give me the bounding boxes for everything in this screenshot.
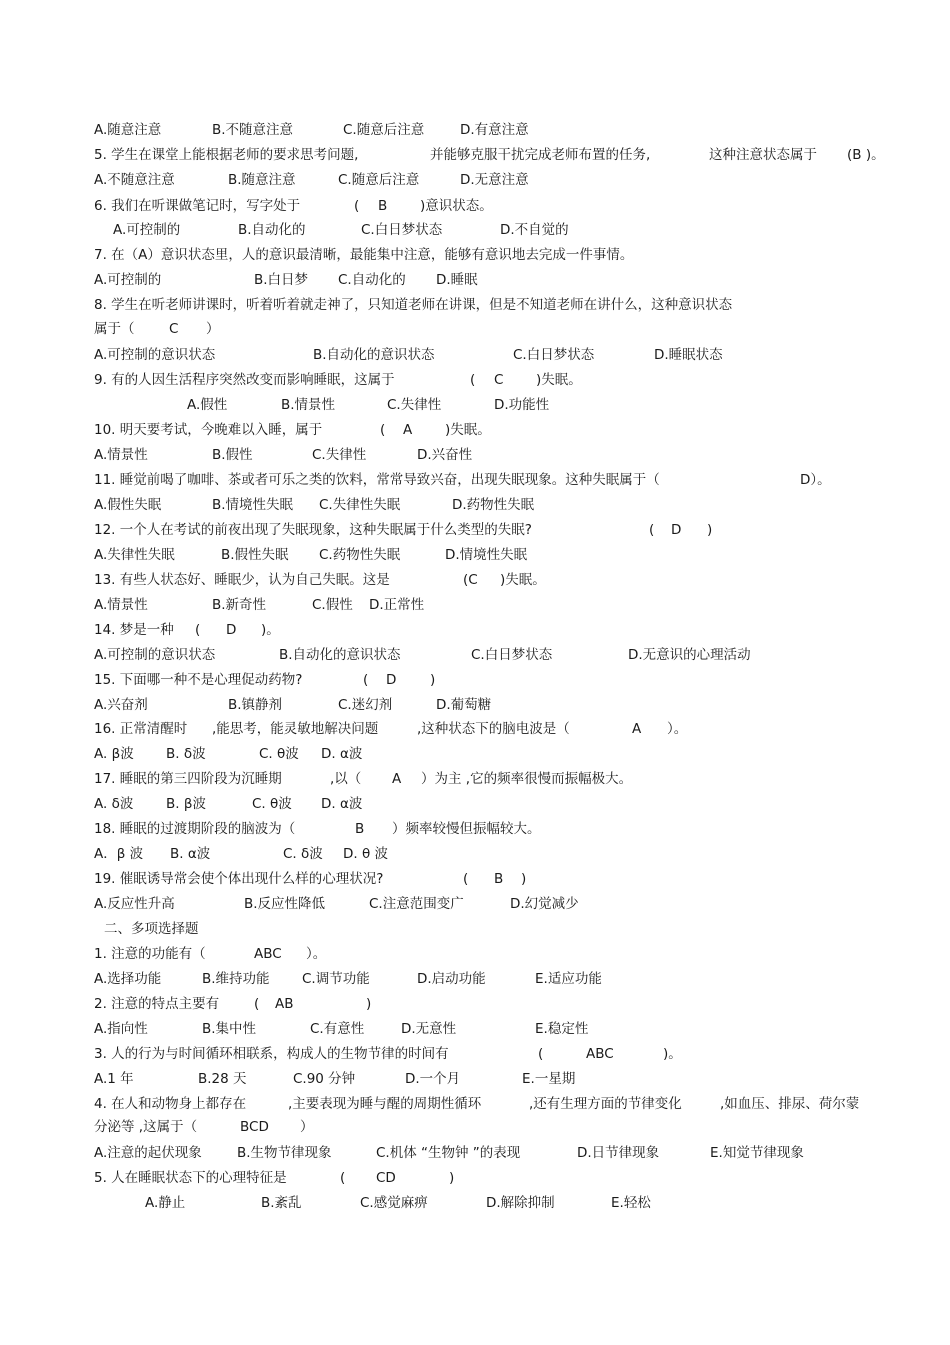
text-line bbox=[0, 993, 950, 1015]
text-segment: B.随意注意 bbox=[228, 172, 296, 188]
text-line bbox=[0, 1116, 950, 1138]
text-segment: D.日节律现象 bbox=[577, 1145, 660, 1161]
text-line bbox=[0, 144, 950, 166]
text-segment: A. β波 bbox=[94, 746, 134, 762]
text-segment: ( bbox=[254, 996, 260, 1012]
text-segment: C.机体 “生物钟 ”的表现 bbox=[376, 1145, 521, 1161]
text-line bbox=[0, 868, 950, 890]
text-segment: A.随意注意 bbox=[94, 122, 162, 138]
text-segment: B.紊乱 bbox=[261, 1195, 302, 1211]
text-line bbox=[0, 494, 950, 516]
text-line bbox=[0, 195, 950, 217]
text-segment: D.情境性失眠 bbox=[445, 547, 528, 563]
text-segment: 4. 在人和动物身上都存在 bbox=[94, 1096, 247, 1112]
text-segment: D.启动功能 bbox=[417, 971, 486, 987]
text-segment: C. θ波 bbox=[252, 796, 292, 812]
text-segment: )失眠。 bbox=[536, 372, 582, 388]
text-segment: D）。 bbox=[800, 472, 831, 488]
text-segment: ,能思考，能灵敏地解决问题 bbox=[212, 721, 379, 737]
text-segment: C.自动化的 bbox=[338, 272, 406, 288]
text-segment: B.假性 bbox=[212, 447, 253, 463]
text-line bbox=[0, 269, 950, 291]
text-segment: A.假性 bbox=[187, 397, 228, 413]
text-segment: ( bbox=[195, 622, 201, 638]
text-line bbox=[0, 694, 950, 716]
text-segment: 15. 下面哪一种不是心理促动药物? bbox=[94, 672, 303, 688]
text-segment: D.无意识的心理活动 bbox=[628, 647, 751, 663]
text-line bbox=[0, 893, 950, 915]
text-line bbox=[0, 1142, 950, 1164]
text-line bbox=[0, 1192, 950, 1214]
text-line bbox=[0, 1018, 950, 1040]
text-segment: 2. 注意的特点主要有 bbox=[94, 996, 220, 1012]
text-segment: B. β波 bbox=[166, 796, 206, 812]
text-segment: B.情境性失眠 bbox=[212, 497, 294, 513]
text-line bbox=[0, 594, 950, 616]
text-segment: ( bbox=[470, 372, 476, 388]
text-segment: D.药物性失眠 bbox=[452, 497, 535, 513]
text-segment: D bbox=[671, 522, 682, 538]
text-segment: ) bbox=[430, 672, 436, 688]
text-segment: B.新奇性 bbox=[212, 597, 267, 613]
text-segment: 11. 睡觉前喝了咖啡、茶或者可乐之类的饮料，常常导致兴奋，出现失眠现象。这种失眠属于（ bbox=[94, 472, 660, 488]
text-line bbox=[0, 469, 950, 491]
text-segment: 17. 睡眠的第三四阶段为沉睡期 bbox=[94, 771, 282, 787]
text-line bbox=[0, 169, 950, 191]
text-segment: 16. 正常清醒时 bbox=[94, 721, 188, 737]
text-segment: D.功能性 bbox=[494, 397, 550, 413]
text-line bbox=[0, 644, 950, 666]
text-segment: A bbox=[403, 422, 413, 438]
text-segment: 13. 有些人状态好、睡眠少，认为自己失眠。这是 bbox=[94, 572, 390, 588]
text-segment: D.正常性 bbox=[369, 597, 425, 613]
text-segment: 9. 有的人因生活程序突然改变而影响睡眠，这属于 bbox=[94, 372, 395, 388]
text-segment: D.幻觉减少 bbox=[510, 896, 579, 912]
text-segment: ( bbox=[463, 871, 469, 887]
text-line bbox=[0, 519, 950, 541]
text-segment: C.迷幻剂 bbox=[338, 697, 393, 713]
text-segment: C bbox=[169, 321, 179, 337]
text-segment: ( bbox=[363, 672, 369, 688]
text-line bbox=[0, 544, 950, 566]
text-segment: ) bbox=[449, 1170, 455, 1186]
text-segment: ) bbox=[366, 996, 372, 1012]
text-segment: ABC bbox=[586, 1046, 614, 1062]
text-segment: A.兴奋剂 bbox=[94, 697, 148, 713]
text-segment: C.90 分钟 bbox=[293, 1071, 356, 1087]
text-line bbox=[0, 718, 950, 740]
text-segment: D.兴奋性 bbox=[417, 447, 473, 463]
text-line bbox=[0, 843, 950, 865]
text-segment: 5. 学生在课堂上能根据老师的要求思考问题, bbox=[94, 147, 359, 163]
text-line bbox=[0, 444, 950, 466]
text-segment: A.选择功能 bbox=[94, 971, 162, 987]
text-segment: ( bbox=[538, 1046, 544, 1062]
text-segment: B.自动化的意识状态 bbox=[313, 347, 435, 363]
text-segment: C.失律性 bbox=[387, 397, 442, 413]
text-segment: A.可控制的 bbox=[94, 272, 162, 288]
text-segment: A bbox=[632, 721, 642, 737]
text-segment: D.睡眠 bbox=[436, 272, 478, 288]
text-segment: B.维持功能 bbox=[202, 971, 270, 987]
text-segment: D. α波 bbox=[321, 796, 363, 812]
text-segment: D.有意注意 bbox=[460, 122, 529, 138]
text-line bbox=[0, 743, 950, 765]
text-segment: B.情景性 bbox=[281, 397, 336, 413]
text-segment: 8. 学生在听老师讲课时，听着听着就走神了，只知道老师在讲课，但是不知道老师在讲什么，这种意识状态 bbox=[94, 297, 733, 313]
text-segment: A.不随意注意 bbox=[94, 172, 175, 188]
text-segment: E.适应功能 bbox=[535, 971, 602, 987]
text-line bbox=[0, 1093, 950, 1115]
text-segment: ( bbox=[354, 198, 360, 214]
text-segment: D. α波 bbox=[321, 746, 363, 762]
text-segment: B bbox=[494, 871, 504, 887]
text-segment: 分泌等 ,这属于（ bbox=[94, 1119, 198, 1135]
text-line bbox=[0, 569, 950, 591]
text-line bbox=[0, 768, 950, 790]
text-segment: C.随意后注意 bbox=[343, 122, 425, 138]
text-segment: E.稳定性 bbox=[535, 1021, 589, 1037]
text-segment: C.药物性失眠 bbox=[319, 547, 401, 563]
text-segment: CD bbox=[376, 1170, 396, 1186]
text-segment: C.失律性 bbox=[312, 447, 367, 463]
text-segment: A. δ波 bbox=[94, 796, 134, 812]
text-segment: A.情景性 bbox=[94, 447, 148, 463]
text-line bbox=[0, 1068, 950, 1090]
text-segment: B.白日梦 bbox=[254, 272, 309, 288]
text-segment: 19. 催眠诱导常会使个体出现什么样的心理状况? bbox=[94, 871, 384, 887]
text-segment: D bbox=[226, 622, 237, 638]
text-segment: AB bbox=[275, 996, 294, 1012]
text-segment: C bbox=[494, 372, 504, 388]
text-line bbox=[0, 1043, 950, 1065]
text-segment: A.情景性 bbox=[94, 597, 148, 613]
text-segment: A.可控制的 bbox=[113, 222, 181, 238]
text-segment: ）频率较慢但振幅较大。 bbox=[392, 821, 541, 837]
text-segment: B. δ波 bbox=[166, 746, 206, 762]
text-segment: ABC bbox=[254, 946, 282, 962]
text-line bbox=[0, 294, 950, 316]
text-segment: A.注意的起伏现象 bbox=[94, 1145, 202, 1161]
text-segment: E.知觉节律现象 bbox=[710, 1145, 804, 1161]
text-segment: B. α波 bbox=[170, 846, 211, 862]
text-segment: ） bbox=[300, 1119, 314, 1135]
text-segment: C.感觉麻痹 bbox=[360, 1195, 428, 1211]
text-segment: ( bbox=[380, 422, 386, 438]
text-segment: )失眠。 bbox=[500, 572, 546, 588]
text-line bbox=[0, 369, 950, 391]
text-segment: 这种注意状态属于 bbox=[709, 147, 817, 163]
text-segment: ( bbox=[649, 522, 655, 538]
text-segment: A bbox=[392, 771, 402, 787]
text-line bbox=[0, 669, 950, 691]
text-line bbox=[0, 119, 950, 141]
text-segment: D. θ 波 bbox=[343, 846, 389, 862]
text-segment: B.自动化的意识状态 bbox=[279, 647, 401, 663]
text-segment: D.一个月 bbox=[405, 1071, 461, 1087]
text-segment: A.可控制的意识状态 bbox=[94, 647, 216, 663]
text-segment: ,如血压、排尿、荷尔蒙 bbox=[720, 1096, 860, 1112]
text-segment: D.解除抑制 bbox=[486, 1195, 555, 1211]
text-segment: 14. 梦是一种 bbox=[94, 622, 174, 638]
text-segment: 7. 在（A）意识状态里，人的意识最清晰，最能集中注意，能够有意识地去完成一件事情。 bbox=[94, 247, 634, 263]
text-segment: D.不自觉的 bbox=[500, 222, 569, 238]
text-segment: C.白日梦状态 bbox=[361, 222, 443, 238]
text-segment: (B )。 bbox=[847, 147, 885, 163]
text-segment: BCD bbox=[240, 1119, 269, 1135]
text-segment: 10. 明天要考试，今晚难以入睡，属于 bbox=[94, 422, 323, 438]
text-segment: ) bbox=[521, 871, 527, 887]
text-segment: A.假性失眠 bbox=[94, 497, 162, 513]
text-segment: B.28 天 bbox=[198, 1071, 247, 1087]
text-segment: ） bbox=[206, 321, 220, 337]
text-segment: A.可控制的意识状态 bbox=[94, 347, 216, 363]
text-segment: ）。 bbox=[306, 946, 327, 962]
text-segment: D.睡眠状态 bbox=[654, 347, 723, 363]
text-segment: ,这种状态下的脑电波是（ bbox=[417, 721, 570, 737]
text-segment: 二、多项选择题 bbox=[104, 921, 199, 937]
text-segment: B.集中性 bbox=[202, 1021, 257, 1037]
text-segment: A.静止 bbox=[145, 1195, 186, 1211]
text-segment: D bbox=[386, 672, 397, 688]
text-segment: C. δ波 bbox=[283, 846, 323, 862]
text-line bbox=[0, 793, 950, 815]
text-segment: )。 bbox=[663, 1046, 682, 1062]
text-segment: D.无意性 bbox=[401, 1021, 457, 1037]
text-line bbox=[0, 394, 950, 416]
text-line bbox=[0, 1167, 950, 1189]
text-segment: 6. 我们在听课做笔记时，写字处于 bbox=[94, 198, 301, 214]
text-segment: B.不随意注意 bbox=[212, 122, 294, 138]
text-segment: 18. 睡眠的过渡期阶段的脑波为（ bbox=[94, 821, 296, 837]
text-segment: ,还有生理方面的节律变化 bbox=[529, 1096, 682, 1112]
text-line bbox=[0, 918, 950, 940]
text-segment: C.随意后注意 bbox=[338, 172, 420, 188]
text-segment: 属于（ bbox=[94, 321, 135, 337]
text-segment: C.失律性失眠 bbox=[319, 497, 401, 513]
text-segment: B bbox=[378, 198, 388, 214]
text-line bbox=[0, 344, 950, 366]
text-segment: 并能够克服干扰完成老师布置的任务, bbox=[430, 147, 651, 163]
text-line bbox=[0, 818, 950, 840]
text-segment: 3. 人的行为与时间循环相联系，构成人的生物节律的时间有 bbox=[94, 1046, 449, 1062]
text-line bbox=[0, 318, 950, 340]
text-segment: A.指向性 bbox=[94, 1021, 148, 1037]
text-segment: C.假性 bbox=[312, 597, 353, 613]
text-segment: C.有意性 bbox=[310, 1021, 365, 1037]
text-segment: B.镇静剂 bbox=[228, 697, 283, 713]
text-segment: ( bbox=[340, 1170, 346, 1186]
text-segment: (C bbox=[463, 572, 478, 588]
text-line bbox=[0, 943, 950, 965]
text-segment: C.白日梦状态 bbox=[471, 647, 553, 663]
text-segment: B.生物节律现象 bbox=[237, 1145, 332, 1161]
text-segment: A.1 年 bbox=[94, 1071, 134, 1087]
text-segment: E.轻松 bbox=[611, 1195, 651, 1211]
text-segment: C. θ波 bbox=[259, 746, 299, 762]
text-segment: )失眠。 bbox=[445, 422, 491, 438]
text-segment: B.自动化的 bbox=[238, 222, 306, 238]
text-segment: 12. 一个人在考试的前夜出现了失眠现象，这种失眠属于什么类型的失眠? bbox=[94, 522, 532, 538]
text-segment: B.反应性降低 bbox=[244, 896, 326, 912]
text-segment: A.失律性失眠 bbox=[94, 547, 175, 563]
text-segment: 1. 注意的功能有（ bbox=[94, 946, 206, 962]
text-segment: D.葡萄糖 bbox=[436, 697, 492, 713]
text-segment: ,主要表现为睡与醒的周期性循环 bbox=[288, 1096, 482, 1112]
text-segment: )意识状态。 bbox=[420, 198, 493, 214]
text-segment: ) bbox=[707, 522, 713, 538]
text-segment: C.注意范围变广 bbox=[369, 896, 464, 912]
text-line bbox=[0, 219, 950, 241]
text-segment: B.假性失眠 bbox=[221, 547, 289, 563]
text-segment: E.一星期 bbox=[522, 1071, 576, 1087]
text-line bbox=[0, 419, 950, 441]
text-segment: B bbox=[355, 821, 365, 837]
text-segment: A．β 波 bbox=[94, 846, 144, 862]
text-segment: C.调节功能 bbox=[302, 971, 370, 987]
text-segment: A.反应性升高 bbox=[94, 896, 175, 912]
text-segment: ）。 bbox=[667, 721, 688, 737]
text-line bbox=[0, 968, 950, 990]
text-segment: ）为主 ,它的频率很慢而振幅极大。 bbox=[421, 771, 633, 787]
text-line bbox=[0, 244, 950, 266]
text-segment: )。 bbox=[261, 622, 280, 638]
text-segment: D.无意注意 bbox=[460, 172, 529, 188]
text-segment: 5. 人在睡眠状态下的心理特征是 bbox=[94, 1170, 287, 1186]
text-line bbox=[0, 619, 950, 641]
text-segment: ,以（ bbox=[330, 771, 362, 787]
text-segment: C.白日梦状态 bbox=[513, 347, 595, 363]
